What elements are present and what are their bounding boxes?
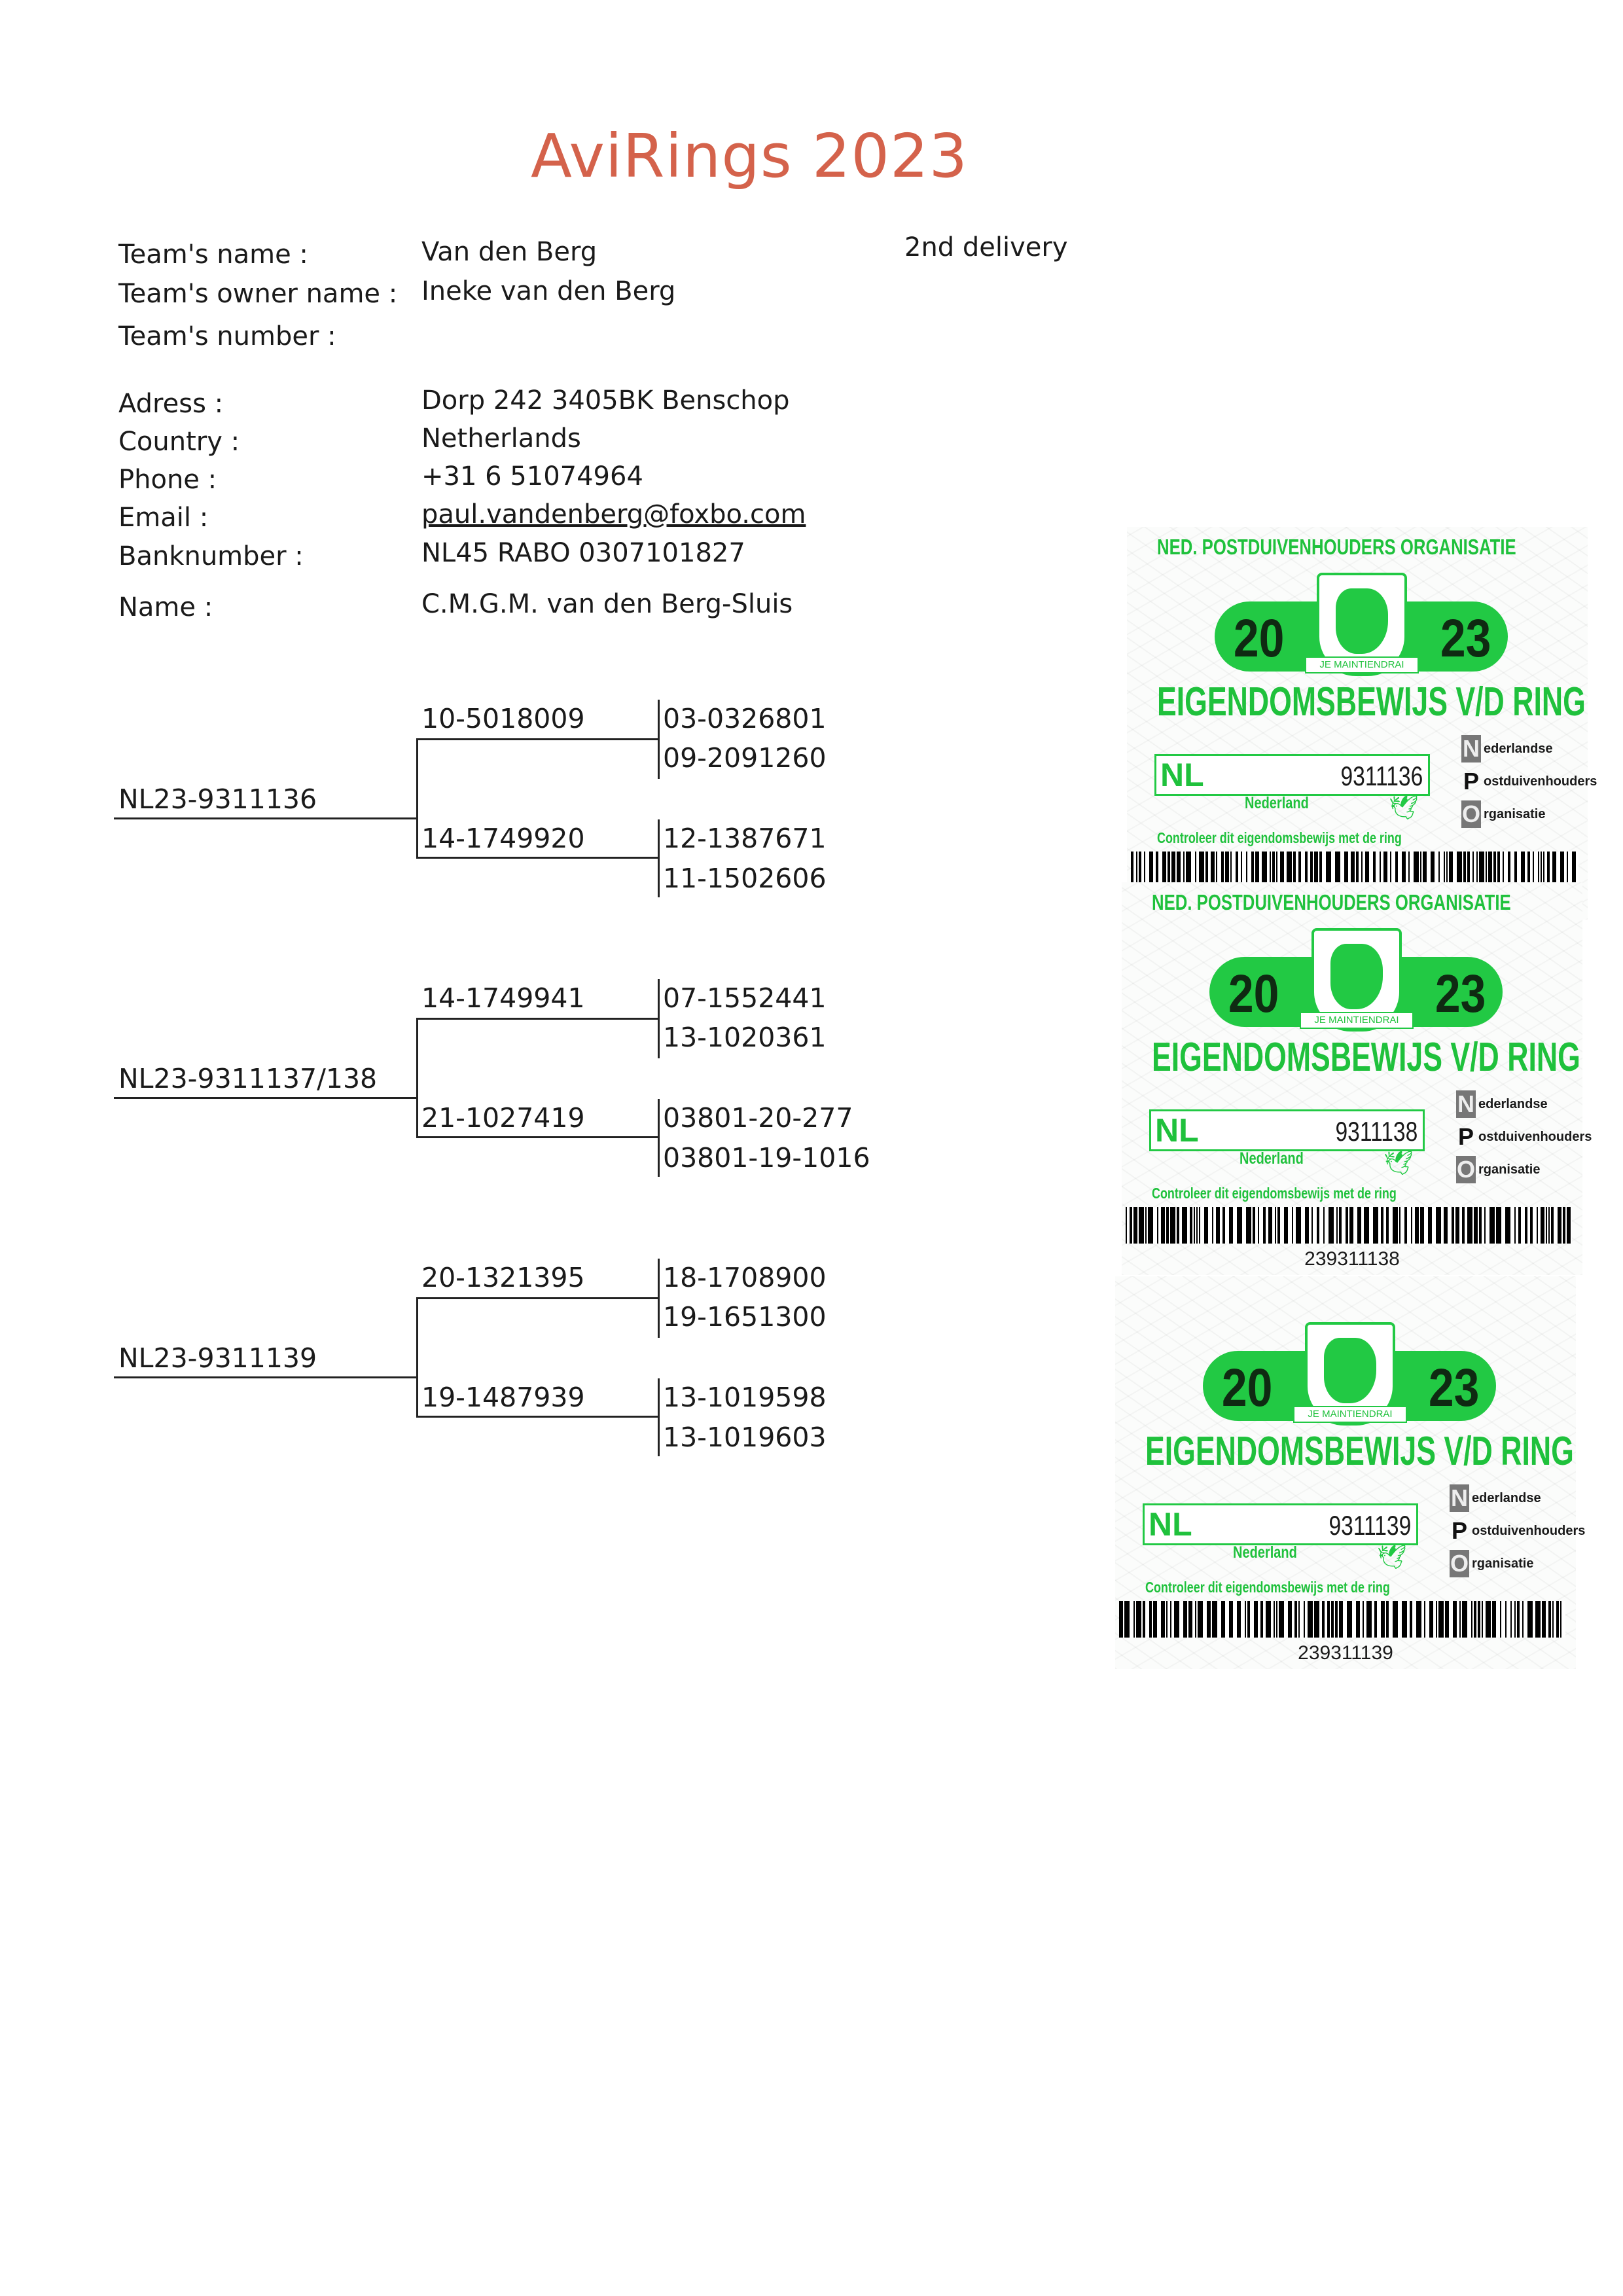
barcode-bar: [1347, 1601, 1352, 1638]
delivery-note: 2nd delivery: [904, 232, 1068, 262]
country-name: Nederland: [1233, 1543, 1297, 1562]
name-value: C.M.G.M. van den Berg-Sluis: [421, 589, 793, 619]
ring-number: 9311139: [1329, 1510, 1411, 1541]
pedigree-line: [114, 817, 418, 819]
barcode-bar: [1174, 1601, 1179, 1638]
barcode-bar: [1467, 1207, 1472, 1244]
barcode-bar: [1314, 1601, 1319, 1638]
address-value: Dorp 242 3405BK Benschop: [421, 386, 790, 416]
npo-line: O rganisatie: [1450, 1550, 1534, 1577]
barcode-bar: [1212, 1601, 1217, 1638]
pedigree-line: [416, 857, 660, 859]
team-number-label: Team's number :: [118, 321, 336, 351]
ring-ownership-card: [1115, 1276, 1586, 1669]
year-left: 20: [1221, 1358, 1273, 1418]
bank-value: NL45 RABO 0307101827: [421, 538, 745, 568]
barcode-bar: [1393, 1601, 1398, 1638]
pedigree-line: [658, 1099, 660, 1177]
barcode-bar: [1366, 1601, 1372, 1638]
barcode-bar: [1246, 1207, 1251, 1244]
barcode-bar: [1198, 1601, 1203, 1638]
phone-label: Phone :: [118, 465, 217, 495]
barcode: [1126, 1207, 1578, 1244]
motto: JE MAINTIENDRAI: [1305, 656, 1419, 673]
barcode-bar: [1462, 1601, 1467, 1638]
year-right: 23: [1440, 609, 1491, 668]
card-title: EIGENDOMSBEWIJS V/D RING: [1157, 679, 1586, 725]
country-name: Nederland: [1245, 794, 1309, 812]
pedigree-block: [0, 688, 916, 910]
barcode-bar: [1329, 1207, 1334, 1244]
pedigree-line: [416, 1297, 418, 1418]
sire-ring: 14-1749941: [421, 982, 585, 1014]
phone-value: +31 6 51074964: [421, 461, 643, 492]
owner-value: Ineke van den Berg: [421, 276, 676, 306]
country-name: Nederland: [1240, 1149, 1304, 1168]
grandparent-ring: 09-2091260: [663, 742, 827, 774]
dam-ring: 19-1487939: [421, 1382, 585, 1413]
motto: JE MAINTIENDRAI: [1293, 1406, 1407, 1423]
barcode-bar: [1266, 1601, 1271, 1638]
pedigree-line: [416, 738, 660, 740]
pedigree-line: [416, 1018, 660, 1020]
country-code: NL: [1155, 1112, 1199, 1149]
country-label: Country :: [118, 427, 240, 457]
barcode-bar: [1373, 1207, 1378, 1244]
team-name-value: Van den Berg: [421, 237, 597, 267]
grandparent-ring: 11-1502606: [663, 863, 827, 894]
year-right: 23: [1428, 1358, 1480, 1418]
check-instruction: Controleer dit eigendomsbewijs met de ring: [1145, 1579, 1390, 1596]
grandparent-ring: 18-1708900: [663, 1262, 827, 1293]
country-value: Netherlands: [421, 423, 581, 454]
pedigree-line: [658, 819, 660, 897]
pedigree-line: [416, 738, 418, 859]
grandparent-ring: 03801-20-277: [663, 1102, 853, 1134]
dove-icon: 🕊: [1383, 1150, 1414, 1177]
bird-ring: NL23-9311137/138: [118, 1063, 378, 1094]
year-left: 20: [1233, 609, 1285, 668]
pedigree-line: [658, 979, 660, 1058]
barcode-bar: [1436, 1207, 1441, 1244]
card-header: NED. POSTDUIVENHOUDERS ORGANISATIE: [1157, 535, 1516, 559]
year-left: 20: [1228, 964, 1279, 1024]
pedigree-line: [416, 1416, 660, 1418]
dove-icon: 🕊: [1377, 1544, 1407, 1571]
grandparent-ring: 03801-19-1016: [663, 1142, 870, 1174]
ring-ownership-card: [1127, 527, 1597, 920]
sire-ring: 20-1321395: [421, 1262, 585, 1293]
grandparent-ring: 12-1387671: [663, 823, 827, 854]
barcode: [1119, 1601, 1572, 1638]
ring-number-box: [1143, 1503, 1418, 1545]
npo-line: Postduivenhouders: [1457, 1123, 1592, 1150]
name-label: Name :: [118, 592, 213, 622]
ring-number: 9311138: [1335, 1116, 1418, 1147]
grandparent-ring: 19-1651300: [663, 1301, 827, 1333]
barcode-bar: [1505, 1207, 1510, 1244]
barcode-bar: [1308, 1601, 1313, 1638]
pedigree-line: [114, 1097, 418, 1099]
ring-number: 9311136: [1340, 761, 1423, 791]
dam-ring: 21-1027419: [421, 1102, 585, 1134]
ring-number-box: [1149, 1109, 1425, 1151]
bank-label: Banknumber :: [118, 541, 304, 571]
dam-ring: 14-1749920: [421, 823, 585, 854]
bird-ring: NL23-9311136: [118, 783, 317, 815]
pedigree-block: [0, 1247, 916, 1469]
email-label: Email :: [118, 503, 209, 533]
npo-line: O rganisatie: [1456, 1156, 1541, 1183]
barcode-bar: [1139, 1207, 1144, 1244]
barcode-bar: [1124, 1601, 1130, 1638]
email-link[interactable]: paul.vandenberg@foxbo.com: [421, 499, 806, 529]
owner-label: Team's owner name :: [118, 279, 398, 309]
ring-ownership-card: [1122, 882, 1592, 1275]
grandparent-ring: 13-1020361: [663, 1022, 827, 1053]
barcode-bar: [1170, 1207, 1175, 1244]
pedigree-line: [658, 700, 660, 779]
barcode-number: 239311138: [1304, 1248, 1400, 1270]
barcode-bar: [1535, 1601, 1541, 1638]
dove-icon: 🕊: [1389, 795, 1419, 821]
barcode-number: 239311139: [1298, 1642, 1393, 1664]
motto: JE MAINTIENDRAI: [1300, 1012, 1414, 1029]
grandparent-ring: 13-1019603: [663, 1422, 827, 1453]
barcode-bar: [1402, 1601, 1407, 1638]
pedigree-line: [416, 1136, 660, 1138]
barcode-bar: [1438, 1601, 1444, 1638]
ring-number-box: [1154, 754, 1430, 796]
document-title: AviRings 2023: [530, 121, 969, 191]
barcode-bar: [1148, 1207, 1153, 1244]
barcode-bar: [1364, 1207, 1369, 1244]
card-title: EIGENDOMSBEWIJS V/D RING: [1152, 1035, 1580, 1080]
npo-line: Postduivenhouders: [1451, 1517, 1586, 1544]
npo-line: Postduivenhouders: [1463, 768, 1597, 795]
barcode-bar: [1393, 1207, 1398, 1244]
barcode-bar: [1486, 1601, 1491, 1638]
barcode-bar: [1136, 1601, 1141, 1638]
country-code: NL: [1149, 1506, 1192, 1543]
barcode-bar: [1489, 1207, 1495, 1244]
pedigree-line: [416, 1297, 660, 1299]
pedigree-line: [416, 1018, 418, 1138]
barcode-bar: [1237, 1207, 1242, 1244]
pedigree-block: [0, 967, 916, 1190]
year-right: 23: [1435, 964, 1486, 1024]
address-label: Adress :: [118, 389, 224, 419]
npo-line: O rganisatie: [1461, 800, 1546, 827]
grandparent-ring: 13-1019598: [663, 1382, 827, 1413]
check-instruction: Controleer dit eigendomsbewijs met de ring: [1157, 829, 1402, 846]
card-header: NED. POSTDUIVENHOUDERS ORGANISATIE: [1152, 890, 1511, 914]
check-instruction: Controleer dit eigendomsbewijs met de ring: [1152, 1185, 1397, 1202]
grandparent-ring: 07-1552441: [663, 982, 827, 1014]
team-name-label: Team's name :: [118, 240, 308, 270]
npo-line: N ederlandse: [1457, 1090, 1548, 1117]
npo-line: N ederlandse: [1463, 735, 1553, 762]
country-code: NL: [1160, 757, 1204, 793]
barcode-bar: [1279, 1601, 1284, 1638]
card-title: EIGENDOMSBEWIJS V/D RING: [1145, 1429, 1574, 1474]
pedigree-line: [114, 1376, 418, 1378]
barcode-bar: [1416, 1601, 1421, 1638]
barcode-bar: [1496, 1207, 1501, 1244]
bird-ring: NL23-9311139: [118, 1342, 317, 1374]
barcode-bar: [1182, 1207, 1187, 1244]
npo-line: N ederlandse: [1451, 1484, 1541, 1511]
grandparent-ring: 03-0326801: [663, 703, 827, 734]
sire-ring: 10-5018009: [421, 703, 585, 734]
pedigree-line: [658, 1259, 660, 1338]
barcode-bar: [1296, 1207, 1301, 1244]
barcode-bar: [1527, 1601, 1533, 1638]
pedigree-line: [658, 1378, 660, 1456]
